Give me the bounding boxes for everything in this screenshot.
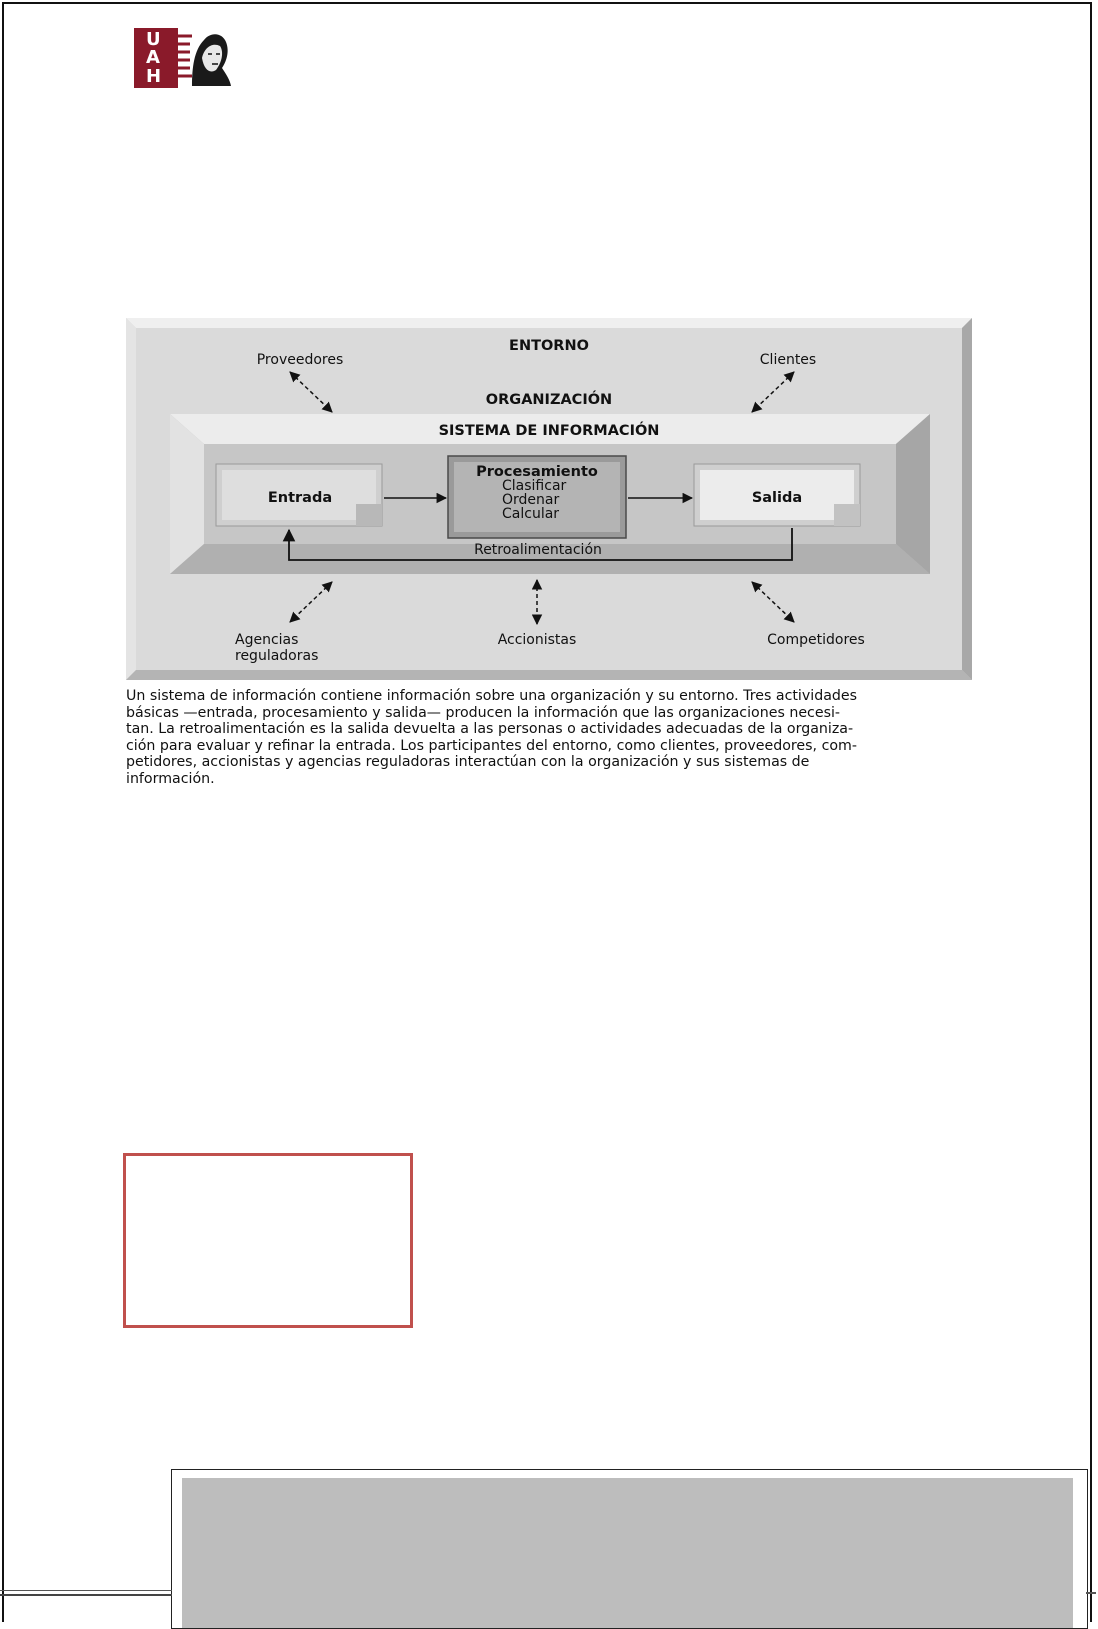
footer-gray-panel bbox=[182, 1478, 1073, 1628]
label-accionistas: Accionistas bbox=[497, 632, 577, 648]
label-clasificar: Clasificar bbox=[502, 478, 567, 494]
caption-line: tan. La retroalimentación es la salida devuelta a las personas o actividades adecuadas de la organiza- bbox=[126, 721, 854, 738]
label-competidores: Competidores bbox=[767, 632, 865, 648]
label-proveedores: Proveedores bbox=[256, 352, 344, 368]
logo-portrait-icon bbox=[178, 28, 231, 88]
footer-rule-top bbox=[0, 1590, 172, 1591]
caption-line: información. bbox=[126, 770, 215, 787]
uah-logo bbox=[134, 28, 231, 88]
logo-letter-block bbox=[134, 28, 184, 88]
label-agencias: Agencias bbox=[235, 632, 299, 648]
empty-red-textbox bbox=[123, 1153, 413, 1328]
footer-rule-right bbox=[1086, 1592, 1096, 1594]
caption-line: petidores, accionistas y agencias reguladoras interactúan con la organización y sus sistemas de bbox=[126, 754, 810, 771]
label-reguladoras: reguladoras bbox=[235, 648, 319, 664]
information-system-diagram bbox=[126, 318, 972, 680]
logo-letter-h: H bbox=[146, 66, 162, 87]
label-procesamiento: Procesamiento bbox=[476, 464, 598, 480]
logo-letter-u: U bbox=[146, 29, 161, 50]
label-entrada: Entrada bbox=[267, 490, 333, 506]
caption-line: ción para evaluar y refinar la entrada. Los participantes del entorno, como clientes, proveedores, com- bbox=[126, 737, 857, 754]
logo-letter-a: A bbox=[146, 47, 160, 68]
label-salida: Salida bbox=[751, 490, 803, 506]
footer-box bbox=[171, 1469, 1088, 1629]
label-clientes: Clientes bbox=[759, 352, 817, 368]
label-entorno: ENTORNO bbox=[509, 338, 589, 354]
caption-line: Un sistema de información contiene información sobre una organización y su entorno. Tres actividades bbox=[126, 688, 858, 704]
page-frame bbox=[2, 2, 1092, 1622]
label-retroalimentacion: Retroalimentación bbox=[474, 542, 602, 558]
figure-caption bbox=[126, 688, 976, 788]
footer-rule-bottom bbox=[0, 1594, 172, 1596]
label-calcular: Calcular bbox=[502, 506, 560, 522]
caption-line: básicas —entrada, procesamiento y salida— producen la información que las organizaciones necesi- bbox=[126, 704, 841, 721]
label-ordenar: Ordenar bbox=[502, 492, 560, 508]
label-sistema-de-informacion: SISTEMA DE INFORMACIÓN bbox=[438, 423, 660, 439]
label-organizacion: ORGANIZACIÓN bbox=[485, 392, 613, 408]
